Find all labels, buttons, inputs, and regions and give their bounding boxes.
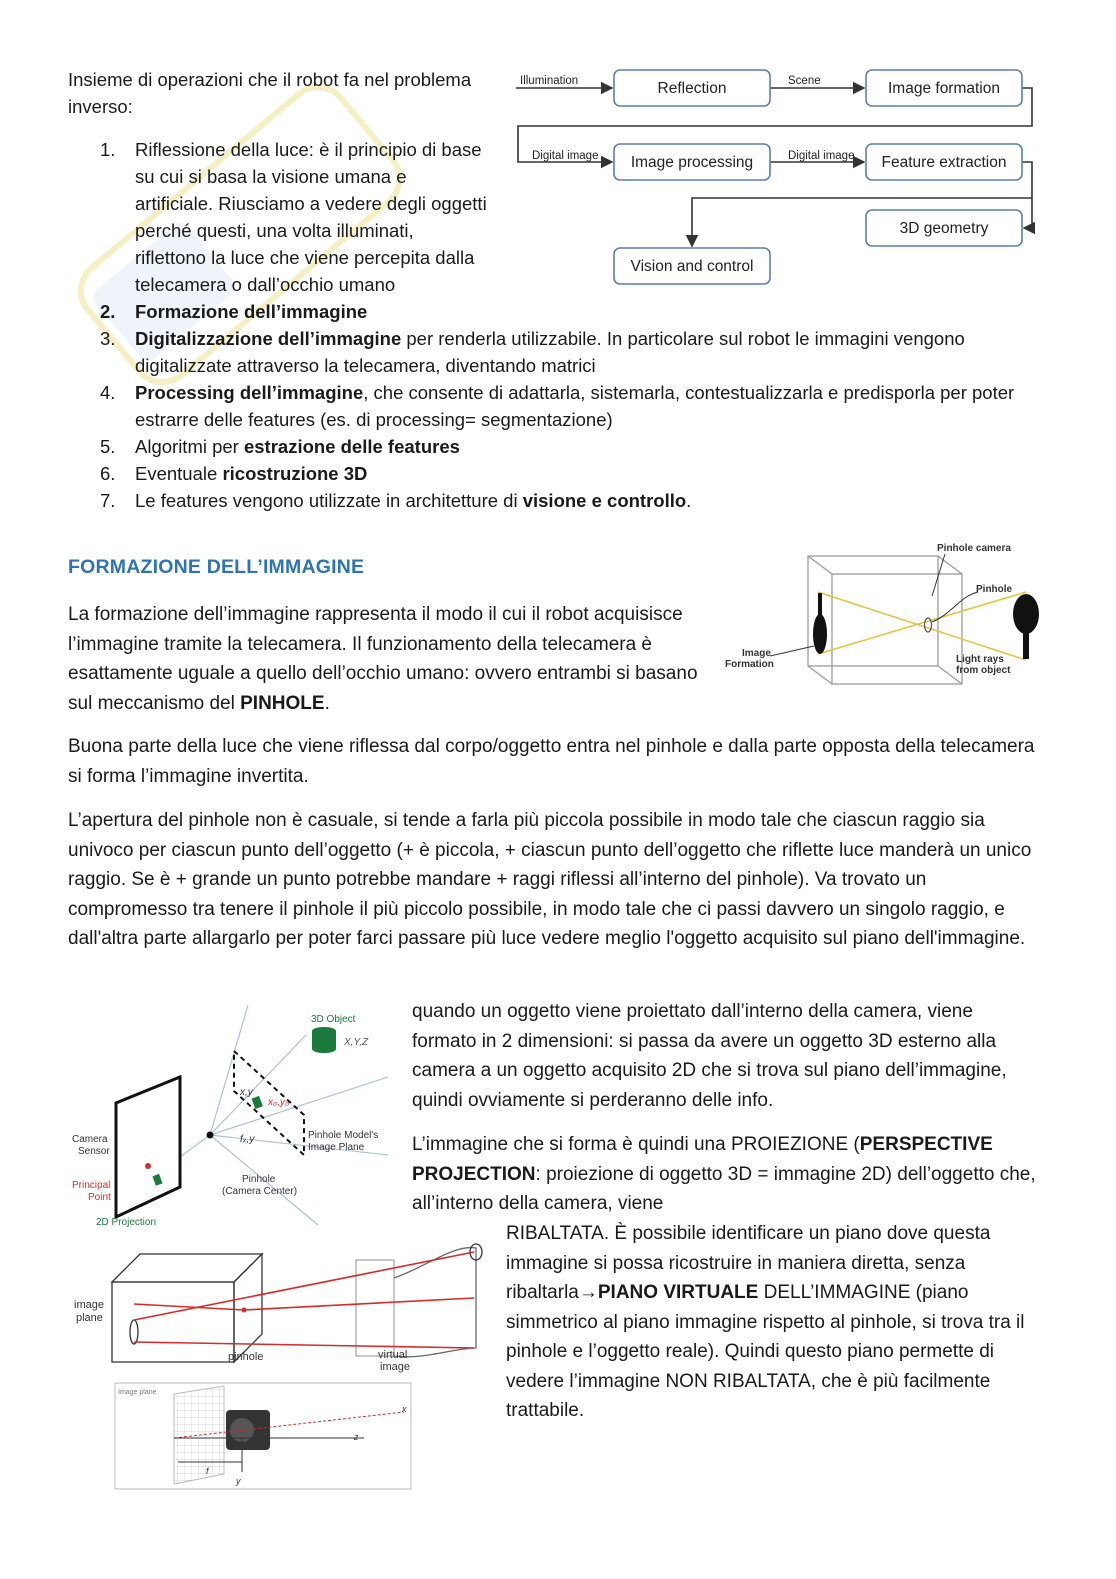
paragraph xyxy=(68,600,698,718)
step-text: Algoritmi per xyxy=(135,436,244,457)
paragraph-text: : proiezione di oggetto 3D = immagine 2D) dell’oggetto che, all’interno della camera, viene xyxy=(412,1163,1036,1214)
box-reflection: Reflection xyxy=(657,80,727,97)
label-image-formation: Image xyxy=(742,648,771,659)
label-camera-sensor: Sensor xyxy=(78,1146,110,1157)
label-x0y0: x₀,y₀ xyxy=(268,1097,290,1108)
vision-pipeline-diagram xyxy=(510,62,1040,292)
step-bold: visione e controllo xyxy=(522,490,687,511)
label-principal-point: Point xyxy=(88,1192,111,1203)
tree-icon xyxy=(1013,594,1039,659)
list-number: 6. xyxy=(100,463,116,484)
pinhole-point-icon xyxy=(207,1132,214,1139)
step-text: Le features vengono utilizzate in architetture di xyxy=(135,490,523,511)
box-feature-extraction: Feature extraction xyxy=(881,154,1007,171)
label-2d-projection: 2D Projection xyxy=(96,1217,157,1228)
step-bold: estrazione delle features xyxy=(243,436,460,457)
paragraph-text: . xyxy=(324,692,330,714)
list-item xyxy=(68,298,1048,325)
step-bold: Formazione dell’immagine xyxy=(135,301,368,322)
list-number: 7. xyxy=(100,490,116,511)
label-f: f xyxy=(206,1466,209,1476)
paragraph-text: La formazione dell’immagine rappresenta il modo il cui il robot acquisisce l’immagine tramite la telecamera. Il funzionamento della telecamera è esattamente uguale a quello dell’occhio umano: ovvero entrambi si basano sul meccanismo del xyxy=(68,604,698,714)
paragraph xyxy=(506,1219,1046,1426)
step-text: Riflessione della luce: è il principio di base su cui si basa la visione umana e artificiale. Riusciamo a vedere degli oggetti perché questi, una volta illuminati, riflettono la luce che viene percepita dalla telecamera o dall’occhio umano xyxy=(135,139,487,295)
label-y: y xyxy=(236,1476,241,1486)
label-model-plane: Image Plane xyxy=(308,1142,365,1153)
perspective-projection-bold: PERSPECTIVE PROJECTION xyxy=(412,1134,993,1185)
principal-point-icon xyxy=(145,1163,151,1169)
label-virtual-image: virtual xyxy=(378,1349,408,1361)
box-image-formation: Image formation xyxy=(888,80,1000,97)
label-xyz: X,Y,Z xyxy=(344,1037,369,1048)
label-digital-image: Digital image xyxy=(532,150,599,162)
label-illumination: Illumination xyxy=(520,75,579,87)
label-x: x xyxy=(402,1404,407,1414)
label-z: z xyxy=(354,1432,359,1442)
paragraph-text: L’immagine che si forma è quindi una PROIEZIONE ( xyxy=(412,1134,860,1155)
list-item xyxy=(68,136,488,298)
list-number: 2. xyxy=(100,301,116,322)
intro-text: Insieme di operazioni che il robot fa nel problema inverso: xyxy=(68,69,472,117)
box-image-processing: Image processing xyxy=(630,154,754,171)
list-item xyxy=(68,433,1048,460)
step-text: Eventuale xyxy=(135,463,223,484)
arrow-glyph: → xyxy=(578,1282,598,1303)
label-xy: x,y xyxy=(240,1087,253,1098)
label-digital-image: Digital image xyxy=(788,150,855,162)
list-item xyxy=(68,379,1048,433)
label-pinhole: pinhole xyxy=(228,1351,264,1363)
paragraph: L’apertura del pinhole non è casuale, si tende a farla più piccola possibile in modo tale che ciascun raggio sia univoco per ciascun punto dell’oggetto (+ è piccola, + ciascun punto dell’oggetto che riflette luce manderà un unico raggio. Se è + grande un punto potrebbe mandare + raggi riflessi all’interno del pinhole). Va trovato un compromesso tra tenere il pinhole il più piccolo possibile, in modo tale che ci passi davvero un singolo raggio, e dall'altra parte allargarlo per poter farci passare più luce vedere meglio l'oggetto acquisito sul piano dell'immagine. xyxy=(68,810,1032,949)
label-image-plane: Image plane xyxy=(118,1389,157,1396)
box-vision-control: Vision and control xyxy=(630,258,754,275)
paragraph xyxy=(412,1130,1042,1219)
virtual-image-figure xyxy=(68,1238,488,1378)
perspective-projection-figure xyxy=(68,1005,398,1230)
label-pinhole: Pinhole xyxy=(976,584,1013,595)
label-pinhole-camera: Pinhole camera xyxy=(937,543,1011,554)
section-heading: FORMAZIONE DELL’IMMAGINE xyxy=(68,556,365,578)
pinhole-camera-figure xyxy=(720,536,1050,706)
label-3d-object: 3D Object xyxy=(311,1014,356,1025)
inverted-tree-icon xyxy=(813,593,827,654)
label-image-formation: Formation xyxy=(725,659,774,670)
step-bold: ricostruzione 3D xyxy=(222,463,368,484)
list-item xyxy=(68,460,1048,487)
paragraph: Buona parte della luce che viene riflessa dal corpo/oggetto entra nel pinhole e dalla parte opposta della telecamera si forma l’immagine invertita. xyxy=(68,736,1035,787)
label-fxy: fₓ,y xyxy=(240,1134,255,1145)
virtual-plane-bold: PIANO VIRTUALE xyxy=(597,1282,759,1303)
list-number: 3. xyxy=(100,328,116,349)
label-virtual-image: image xyxy=(380,1361,410,1373)
label-camera-sensor: Camera xyxy=(72,1134,108,1145)
label-image-plane: image xyxy=(74,1299,104,1311)
paragraph-text: DELL’IMMAGINE (piano simmetrico al piano immagine rispetto al pinhole, si trova tra il pinhole e l’oggetto reale). Quindi questo piano permette di vedere l’immagine NON RIBALTATA, che è più facilmente trattabile. xyxy=(506,1282,1025,1421)
image-plane-grid-figure xyxy=(114,1382,414,1492)
pinhole-bold: PINHOLE xyxy=(240,692,325,714)
3d-object-icon xyxy=(312,1027,336,1053)
list-number: 5. xyxy=(100,436,116,457)
label-light-rays: Light rays xyxy=(956,654,1004,665)
label-pinhole-center: Pinhole xyxy=(242,1174,276,1185)
step-bold: Processing dell’immagine xyxy=(135,382,364,403)
list-item xyxy=(68,487,1048,514)
label-pinhole-center: (Camera Center) xyxy=(222,1186,298,1197)
list-item xyxy=(68,325,1048,379)
paragraph: quando un oggetto viene proiettato dall’interno della camera, viene formato in 2 dimensioni: si passa da avere un oggetto 3D esterno alla camera a un oggetto acquisito 2D che si trova sul piano dell’immagine, quindi ovviamente si perderanno delle info. xyxy=(412,1001,1007,1111)
label-principal-point: Principal xyxy=(72,1180,111,1191)
label-light-rays: from object xyxy=(956,665,1011,676)
step-text: per renderla utilizzabile. In particolare sul robot le immagini vengono digitalizzate attraverso la telecamera, diventando matrici xyxy=(135,328,965,376)
box-3d-geometry: 3D geometry xyxy=(899,220,989,237)
label-scene: Scene xyxy=(788,75,821,87)
paragraph-text: RIBALTATA. È possibile identificare un piano dove questa immagine si possa ricostruire in maniera diretta, senza ribaltarla xyxy=(506,1223,991,1303)
step-text: , che consente di adattarla, sistemarla, contestualizzarla e predisporla per poter estrarre delle features (es. di processing= segmentazione) xyxy=(135,382,1015,430)
projected-object-icon xyxy=(252,1096,263,1109)
label-image-plane: plane xyxy=(76,1312,103,1324)
step-bold: Digitalizzazione dell’immagine xyxy=(135,328,402,349)
label-model-plane: Pinhole Model's xyxy=(308,1130,379,1141)
step-text: . xyxy=(686,490,692,511)
list-number: 4. xyxy=(100,382,116,403)
list-number: 1. xyxy=(100,139,116,160)
